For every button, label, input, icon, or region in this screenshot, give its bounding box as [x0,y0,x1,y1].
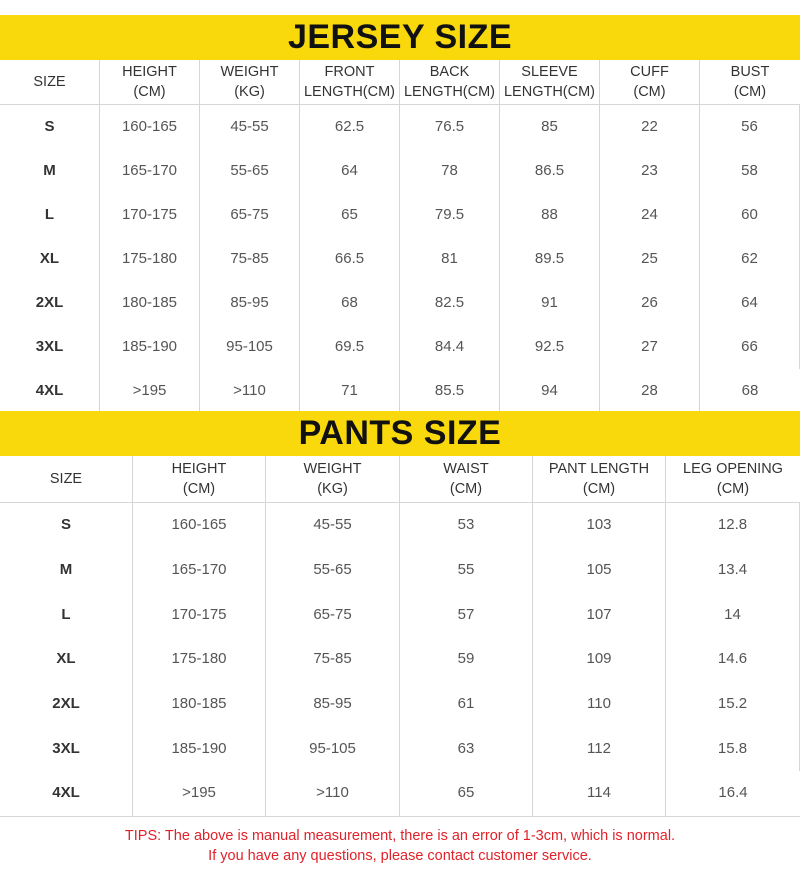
jersey-size-label: S [0,105,100,149]
pants-table-cell: 107 [533,592,666,637]
jersey-table-cell: 89.5 [500,237,600,281]
jersey-size-label: 3XL [0,325,100,369]
pants-size-label: XL [0,637,133,682]
jersey-table-cell: 79.5 [400,193,500,237]
jersey-header-back-length: BACK LENGTH(CM) [400,60,500,104]
jersey-table-cell: >110 [200,369,300,413]
jersey-table-cell: 66.5 [300,237,400,281]
pants-table-cell: 165-170 [133,548,266,593]
pants-table-cell: 170-175 [133,592,266,637]
jersey-size-banner [0,15,800,60]
jersey-table-cell: 64 [700,281,800,325]
jersey-header-size: SIZE [0,60,100,104]
jersey-header-front-length: FRONT LENGTH(CM) [300,60,400,104]
jersey-table-cell: 25 [600,237,700,281]
pants-table-cell: 55-65 [266,548,400,593]
tips-line-2: If you have any questions, please contact customer service. [208,848,592,864]
pants-size-banner [0,411,800,456]
pants-header-pant-length: PANT LENGTH (CM) [533,456,666,502]
pants-table-cell: 105 [533,548,666,593]
jersey-table-cell: 86.5 [500,149,600,193]
jersey-table-cell: 82.5 [400,281,500,325]
pants-table-cell: 112 [533,726,666,771]
jersey-table-cell: >195 [100,369,200,413]
jersey-table-cell: 95-105 [200,325,300,369]
jersey-table-cell: 160-165 [100,105,200,149]
jersey-table-cell: 75-85 [200,237,300,281]
pants-table-cell: 95-105 [266,726,400,771]
jersey-table-cell: 180-185 [100,281,200,325]
jersey-size-title: JERSEY SIZE [287,18,513,56]
jersey-table-cell: 85.5 [400,369,500,413]
jersey-table-cell: 60 [700,193,800,237]
pants-table-cell: 16.4 [718,784,748,802]
jersey-table-cell: 22 [600,105,700,149]
pants-table-cell: 13.4 [666,548,800,593]
jersey-table-cell: 88 [500,193,600,237]
pants-table-cell: 65-75 [266,592,400,637]
pants-size-label: S [0,503,133,548]
jersey-table-cell: 62.5 [300,105,400,149]
pants-table-cell: 53 [400,503,533,548]
jersey-table-cell: 45-55 [200,105,300,149]
pants-table-cell: 109 [533,637,666,682]
pants-header-weight: WEIGHT (KG) [266,456,400,502]
jersey-table-cell: 92.5 [500,325,600,369]
pants-header-size: SIZE [0,456,133,502]
pants-table-cell: 45-55 [266,503,400,548]
jersey-table-cell: 185-190 [100,325,200,369]
jersey-size-label: L [0,193,100,237]
pants-size-label: 2XL [0,682,133,727]
jersey-table-cell: 84.4 [400,325,500,369]
pants-table-cell: 85-95 [266,682,400,727]
pants-size-label: 3XL [0,726,133,771]
pants-table-cell: 63 [400,726,533,771]
pants-table-cell: 57 [400,592,533,637]
jersey-size-label: M [0,149,100,193]
pants-size-title: PANTS SIZE [298,414,502,452]
jersey-table-cell: 28 [600,369,700,413]
pants-header-leg-opening: LEG OPENING (CM) [683,461,783,497]
jersey-table-cell: 55-65 [200,149,300,193]
pants-table-cell: 15.8 [666,726,800,771]
pants-table-cell: 160-165 [133,503,266,548]
pants-table-body [0,503,800,816]
jersey-table-cell: 91 [500,281,600,325]
pants-table-cell: >110 [266,771,400,816]
pants-table-cell: 55 [400,548,533,593]
jersey-size-label: 2XL [0,281,100,325]
pants-table-header [0,456,800,503]
jersey-table-body [0,105,800,411]
jersey-table-cell: 85-95 [200,281,300,325]
pants-table-cell: 65 [400,771,533,816]
pants-table-cell: 75-85 [266,637,400,682]
jersey-table-cell: 85 [500,105,600,149]
jersey-size-label: 4XL [0,369,100,413]
pants-table-cell: >195 [133,771,266,816]
pants-header-waist: WAIST (CM) [400,456,533,502]
jersey-header-cuff: CUFF (CM) [600,60,700,104]
jersey-table-cell: 69.5 [300,325,400,369]
table-bottom-divider [0,816,800,817]
jersey-table-cell: 68 [741,382,759,399]
jersey-table-cell: 165-170 [100,149,200,193]
jersey-table-cell: 26 [600,281,700,325]
pants-table-cell: 59 [400,637,533,682]
pants-size-label: M [0,548,133,593]
jersey-header-sleeve-length: SLEEVE LENGTH(CM) [500,60,600,104]
pants-table-cell: 15.2 [666,682,800,727]
pants-table-cell: 14.6 [666,637,800,682]
pants-table-cell: 14 [666,592,800,637]
jersey-table-cell: 76.5 [400,105,500,149]
jersey-table-cell: 27 [600,325,700,369]
jersey-table-cell: 78 [400,149,500,193]
jersey-table-header [0,60,800,105]
tips-note [0,826,800,866]
jersey-table-cell: 56 [700,105,800,149]
pants-table-cell: 12.8 [666,503,800,548]
jersey-table-cell: 65 [300,193,400,237]
jersey-table-cell: 175-180 [100,237,200,281]
jersey-header-bust: BUST (CM) [730,64,770,100]
jersey-header-weight: WEIGHT (KG) [200,60,300,104]
pants-table-cell: 110 [533,682,666,727]
pants-size-label: 4XL [0,771,133,816]
jersey-table-cell: 58 [700,149,800,193]
pants-size-label: L [0,592,133,637]
pants-table-cell: 185-190 [133,726,266,771]
pants-table-cell: 114 [533,771,666,816]
jersey-size-label: XL [0,237,100,281]
jersey-table-cell: 65-75 [200,193,300,237]
jersey-table-cell: 170-175 [100,193,200,237]
jersey-header-height: HEIGHT (CM) [100,60,200,104]
pants-table-cell: 103 [533,503,666,548]
jersey-table-cell: 71 [300,369,400,413]
jersey-table-cell: 62 [700,237,800,281]
jersey-table-cell: 81 [400,237,500,281]
pants-table-cell: 61 [400,682,533,727]
pants-table-cell: 180-185 [133,682,266,727]
pants-table-cell: 175-180 [133,637,266,682]
tips-line-1: TIPS: The above is manual measurement, there is an error of 1-3cm, which is normal. [124,828,676,844]
jersey-table-cell: 68 [300,281,400,325]
jersey-table-cell: 23 [600,149,700,193]
jersey-table-cell: 24 [600,193,700,237]
jersey-table-cell: 94 [500,369,600,413]
jersey-table-cell: 66 [700,325,800,369]
pants-header-height: HEIGHT (CM) [133,456,266,502]
jersey-table-cell: 64 [300,149,400,193]
